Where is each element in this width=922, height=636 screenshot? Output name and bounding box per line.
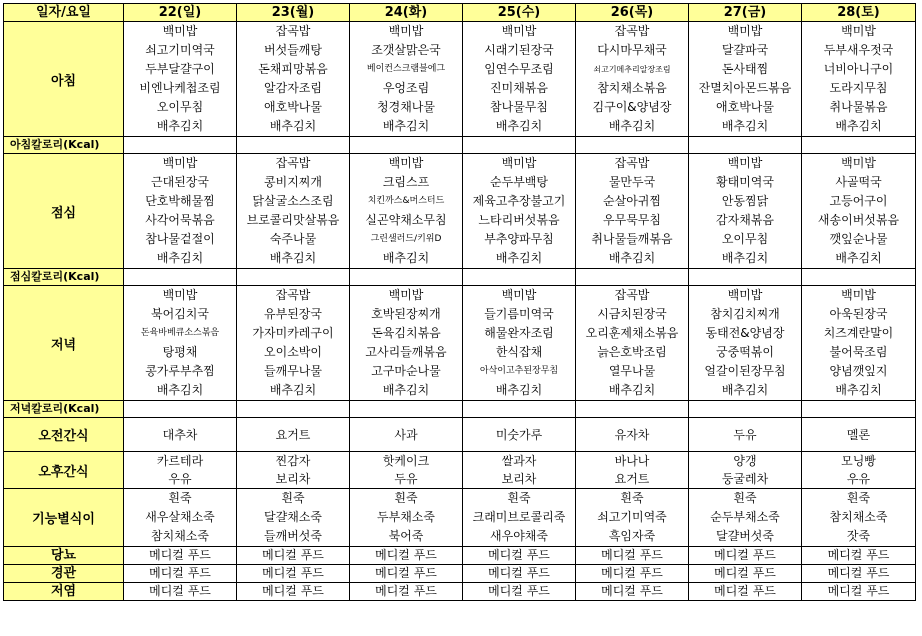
menu-item: 잣죽 [846,529,871,543]
menu-cell [576,489,689,547]
menu-item: 사각어묵볶음 [145,213,215,227]
menu-item: 깻잎순나물 [829,232,888,246]
day-header: 24(화) [350,4,463,22]
menu-item: 배추김치 [382,119,430,133]
medical-food-cell: 메디컬 푸드 [350,565,463,583]
menu-cell [237,22,350,137]
menu-item: 제육고추장불고기 [472,194,566,208]
menu-item: 도라지무침 [829,81,888,95]
menu-cell [576,154,689,269]
menu-item: 배추김치 [382,251,430,265]
medical-food-cell: 메디컬 푸드 [463,547,576,565]
menu-item: 순두부채소죽 [710,510,780,524]
menu-item: 흑임자죽 [608,529,656,543]
menu-item: 배추김치 [382,383,430,397]
menu-item: 배추김치 [835,383,882,397]
menu-item: 보리차 [501,472,537,486]
calorie-cell [463,269,576,286]
breakfast-calorie-row [4,137,916,154]
menu-cell [802,286,916,401]
menu-item: 백미밥 [501,288,537,302]
menu-cell [350,489,463,547]
calorie-cell [689,137,802,154]
menu-item: 콩비지찌개 [264,175,322,189]
menu-item: 크래미브로콜리죽 [472,510,566,524]
menu-cell [350,286,463,401]
menu-item: 백미밥 [727,156,763,170]
functional-diet-row [4,489,916,547]
lunch-row [4,154,916,269]
menu-cell [802,154,916,269]
menu-item: 양념깻잎지 [829,364,888,378]
menu-item: 배추김치 [721,251,769,265]
menu-cell [576,22,689,137]
menu-cell [463,154,576,269]
snack-cell: 두유 [689,418,802,452]
menu-item: 둥굴레차 [721,472,769,486]
menu-item: 우무묵무침 [603,213,661,227]
menu-item: 들깨무나물 [264,364,322,378]
low-salt-row [4,583,916,601]
menu-item: 흰죽 [394,491,418,505]
menu-item: 흰죽 [846,491,871,505]
menu-item: 배추김치 [608,383,656,397]
menu-item: 보리차 [275,472,311,486]
medical-food-cell: 메디컬 푸드 [237,565,350,583]
row-label-functional-diet: 기능별식이 [4,489,124,547]
corner-header: 일자/요일 [4,4,124,22]
menu-item: 동태전&양념장 [705,326,785,340]
menu-item: 너비아니구이 [823,62,894,76]
menu-item: 쇠고기미역죽 [597,510,667,524]
menu-item: 핫케이크 [382,454,430,468]
menu-cell [689,154,802,269]
medical-food-cell: 메디컬 푸드 [350,583,463,601]
menu-item: 참치채소볶음 [597,81,667,95]
menu-item: 배추김치 [608,119,656,133]
menu-item: 치킨까스&머스터드 [367,196,445,206]
menu-item: 백미밥 [727,288,763,302]
menu-item: 고구마순나물 [371,364,441,378]
menu-item: 흰죽 [281,491,305,505]
calorie-cell [463,401,576,418]
menu-item: 백미밥 [388,288,424,302]
menu-item: 흰죽 [733,491,757,505]
menu-item: 들기름미역국 [484,307,554,321]
menu-item: 백미밥 [162,288,198,302]
menu-item: 돈사태찜 [721,62,769,76]
menu-item: 감자채볶음 [716,213,774,227]
menu-item: 배추김치 [156,119,204,133]
menu-item: 김구이&양념장 [592,100,672,114]
menu-cell [802,489,916,547]
menu-item: 배추김치 [495,251,543,265]
menu-item: 잡곡밥 [614,288,650,302]
medical-food-cell: 메디컬 푸드 [802,583,916,601]
menu-item: 배추김치 [721,383,769,397]
menu-item: 베이컨스크램블에그 [366,64,446,74]
menu-item: 우유 [846,472,871,486]
menu-item: 다시마무채국 [597,43,667,57]
calorie-cell [802,137,916,154]
menu-item: 크림스프 [382,175,430,189]
menu-item: 해물완자조림 [484,326,554,340]
menu-item: 돈육김치볶음 [371,326,441,340]
menu-cell [350,22,463,137]
menu-cell [689,286,802,401]
menu-item: 우유 [168,472,192,486]
menu-item: 잡곡밥 [614,156,650,170]
medical-food-cell: 메디컬 푸드 [237,547,350,565]
menu-item: 버섯들깨탕 [264,43,322,57]
medical-food-cell: 메디컬 푸드 [237,583,350,601]
menu-item: 달걀채소죽 [264,510,322,524]
calorie-cell [576,401,689,418]
menu-item: 백미밥 [841,288,876,302]
calorie-cell [689,401,802,418]
menu-cell [463,452,576,489]
menu-item: 쇠고기미역국 [145,43,215,57]
menu-item: 모닝빵 [841,454,876,468]
calorie-cell [350,269,463,286]
calorie-cell [802,269,916,286]
menu-cell [237,489,350,547]
menu-item: 돈육바베큐소스볶음 [140,328,220,338]
dinner-row [4,286,916,401]
snack-cell: 미숫가루 [463,418,576,452]
diabetes-row [4,547,916,565]
menu-item: 백미밥 [388,156,424,170]
calorie-cell [576,137,689,154]
menu-item: 백미밥 [162,156,198,170]
menu-item: 아삭이고추된장무침 [479,366,559,376]
menu-cell [124,154,237,269]
calorie-cell [237,401,350,418]
menu-item: 백미밥 [501,24,537,38]
afternoon-snack-row [4,452,916,489]
menu-item: 안동찜닭 [721,194,769,208]
menu-item: 취나물들깨볶음 [591,232,673,246]
medical-food-cell: 메디컬 푸드 [350,547,463,565]
menu-item: 바나나 [614,454,650,468]
menu-item: 사골떡국 [835,175,882,189]
menu-item: 브로콜리맛살볶음 [246,213,340,227]
calorie-cell [124,137,237,154]
menu-item: 양갱 [733,454,757,468]
header-row [4,4,916,22]
menu-cell [237,286,350,401]
menu-item: 우엉조림 [382,81,430,95]
menu-item: 배추김치 [269,383,317,397]
menu-item: 두유 [394,472,418,486]
menu-item: 오이무침 [721,232,769,246]
row-label-low-salt: 저염 [4,583,124,601]
menu-cell [689,489,802,547]
medical-food-cell: 메디컬 푸드 [576,565,689,583]
menu-cell [576,452,689,489]
menu-item: 백미밥 [841,156,876,170]
medical-food-cell: 메디컬 푸드 [124,565,237,583]
day-header: 25(수) [463,4,576,22]
menu-cell [576,286,689,401]
menu-cell [802,22,916,137]
menu-item: 쌀과자 [501,454,537,468]
menu-item: 새우야채죽 [490,529,548,543]
medical-food-cell: 메디컬 푸드 [689,583,802,601]
menu-item: 흰죽 [168,491,192,505]
row-label-tube-feeding: 경관 [4,565,124,583]
medical-food-cell: 메디컬 푸드 [689,565,802,583]
menu-item: 시금치된장국 [597,307,667,321]
menu-item: 순두부백탕 [490,175,548,189]
snack-cell: 멜론 [802,418,916,452]
menu-item: 배추김치 [156,251,204,265]
menu-item: 황태미역국 [716,175,774,189]
medical-food-cell: 메디컬 푸드 [576,547,689,565]
menu-item: 잔멸치아몬드볶음 [698,81,792,95]
menu-item: 조갯살맑은국 [371,43,441,57]
row-label-breakfast: 아침 [4,22,124,137]
dinner-calorie-row [4,401,916,418]
menu-item: 달걀버섯죽 [716,529,774,543]
row-label-lunch-calorie: 점심칼로리(Kcal) [4,269,124,286]
row-label-morning-snack: 오전간식 [4,418,124,452]
menu-item: 참나물겉절이 [145,232,215,246]
menu-item: 알감자조림 [264,81,322,95]
menu-item: 애호박나물 [264,100,322,114]
menu-cell [124,452,237,489]
menu-item: 새송이버섯볶음 [817,213,900,227]
menu-item: 그린샐러드/키위D [370,234,442,244]
menu-item: 북어죽 [388,529,424,543]
medical-food-cell: 메디컬 푸드 [689,547,802,565]
menu-item: 새우살채소죽 [145,510,215,524]
menu-item: 잡곡밥 [275,24,311,38]
menu-item: 시래기된장국 [484,43,554,57]
menu-item: 백미밥 [388,24,424,38]
menu-item: 배추김치 [269,119,317,133]
menu-item: 닭살굴소스조림 [252,194,334,208]
medical-food-cell: 메디컬 푸드 [463,565,576,583]
snack-cell: 요거트 [237,418,350,452]
lunch-calorie-row [4,269,916,286]
menu-item: 찐감자 [275,454,311,468]
menu-item: 고사리들깨볶음 [365,345,447,359]
morning-snack-row [4,418,916,452]
menu-item: 백미밥 [501,156,537,170]
calorie-cell [124,401,237,418]
menu-item: 참치채소죽 [829,510,888,524]
menu-item: 고등어구이 [829,194,888,208]
medical-food-cell: 메디컬 푸드 [802,565,916,583]
row-label-lunch: 점심 [4,154,124,269]
menu-item: 들깨버섯죽 [264,529,322,543]
menu-item: 배추김치 [269,251,317,265]
row-label-diabetes: 당뇨 [4,547,124,565]
menu-item: 단호박해물찜 [145,194,215,208]
menu-item: 호박된장찌개 [371,307,441,321]
menu-item: 참치김치찌개 [710,307,780,321]
menu-cell [237,452,350,489]
medical-food-cell: 메디컬 푸드 [802,547,916,565]
menu-cell [463,286,576,401]
menu-item: 궁중떡볶이 [716,345,774,359]
row-label-dinner: 저녁 [4,286,124,401]
menu-item: 잡곡밥 [275,156,311,170]
calorie-cell [350,401,463,418]
menu-item: 열무나물 [608,364,656,378]
menu-item: 백미밥 [841,24,876,38]
snack-cell: 사과 [350,418,463,452]
menu-item: 숙주나물 [269,232,317,246]
menu-cell [350,154,463,269]
menu-item: 잡곡밥 [614,24,650,38]
menu-item: 배추김치 [835,119,882,133]
tube-feeding-row [4,565,916,583]
menu-item: 한식잡채 [495,345,543,359]
menu-cell [124,489,237,547]
menu-item: 오이무침 [156,100,204,114]
menu-item: 오리훈제채소볶음 [585,326,679,340]
medical-food-cell: 메디컬 푸드 [463,583,576,601]
menu-item: 배추김치 [721,119,769,133]
menu-cell [350,452,463,489]
menu-item: 두부새우젓국 [823,43,894,57]
menu-cell [802,452,916,489]
menu-item: 북어김치국 [151,307,209,321]
menu-cell [463,489,576,547]
day-header: 22(일) [124,4,237,22]
menu-cell [124,286,237,401]
menu-item: 애호박나물 [716,100,774,114]
menu-item: 청경채나물 [377,100,435,114]
menu-item: 진미채볶음 [490,81,548,95]
calorie-cell [124,269,237,286]
menu-item: 배추김치 [495,383,543,397]
menu-item: 가자미카레구이 [252,326,334,340]
menu-item: 콩가루부추찜 [145,364,215,378]
menu-item: 늙은호박조림 [597,345,667,359]
menu-item: 배추김치 [608,251,656,265]
menu-item: 근대된장국 [151,175,209,189]
menu-item: 불어묵조림 [829,345,888,359]
day-header: 23(월) [237,4,350,22]
calorie-cell [463,137,576,154]
menu-item: 백미밥 [727,24,763,38]
medical-food-cell: 메디컬 푸드 [124,583,237,601]
menu-cell [237,154,350,269]
menu-item: 탕평채 [162,345,198,359]
menu-item: 물만두국 [608,175,656,189]
calorie-cell [350,137,463,154]
day-header: 26(목) [576,4,689,22]
menu-cell [124,22,237,137]
menu-item: 실곤약채소무침 [365,213,447,227]
snack-cell: 대추차 [124,418,237,452]
menu-item: 유부된장국 [264,307,322,321]
medical-food-cell: 메디컬 푸드 [576,583,689,601]
calorie-cell [576,269,689,286]
menu-cell [689,22,802,137]
menu-item: 달걀파국 [721,43,769,57]
menu-item: 두부채소죽 [377,510,435,524]
menu-item: 부추양파무침 [484,232,554,246]
calorie-cell [237,269,350,286]
row-label-afternoon-snack: 오후간식 [4,452,124,489]
menu-item: 느타리버섯볶음 [478,213,560,227]
menu-item: 얼갈이된장무침 [704,364,786,378]
menu-item: 참치채소죽 [151,529,209,543]
menu-item: 돈채피망볶음 [258,62,328,76]
row-label-dinner-calorie: 저녁칼로리(Kcal) [4,401,124,418]
menu-item: 흰죽 [507,491,531,505]
snack-cell: 유자차 [576,418,689,452]
menu-item: 임연수무조림 [484,62,554,76]
menu-item: 두부달걀구이 [145,62,215,76]
menu-item: 비엔나케첩조림 [139,81,221,95]
medical-food-cell: 메디컬 푸드 [124,547,237,565]
menu-item: 오이소박이 [264,345,322,359]
menu-item: 백미밥 [162,24,198,38]
calorie-cell [802,401,916,418]
menu-item: 배추김치 [156,383,204,397]
menu-item: 잡곡밥 [275,288,311,302]
menu-item: 참나물무침 [490,100,548,114]
menu-item: 배추김치 [495,119,543,133]
menu-cell [463,22,576,137]
menu-item: 순살아귀찜 [603,194,661,208]
breakfast-row [4,22,916,137]
menu-cell [689,452,802,489]
calorie-cell [689,269,802,286]
row-label-breakfast-calorie: 아침칼로리(Kcal) [4,137,124,154]
menu-item: 아욱된장국 [829,307,888,321]
menu-item: 흰죽 [620,491,644,505]
menu-item: 요거트 [614,472,650,486]
menu-item: 카르테라 [156,454,204,468]
menu-item: 배추김치 [835,251,882,265]
day-header: 28(토) [802,4,916,22]
menu-item: 취나물볶음 [829,100,888,114]
day-header: 27(금) [689,4,802,22]
menu-item: 치즈계란말이 [823,326,894,340]
weekly-meal-table [3,3,916,601]
menu-item: 쇠고기메추리알장조림 [593,65,671,74]
calorie-cell [237,137,350,154]
